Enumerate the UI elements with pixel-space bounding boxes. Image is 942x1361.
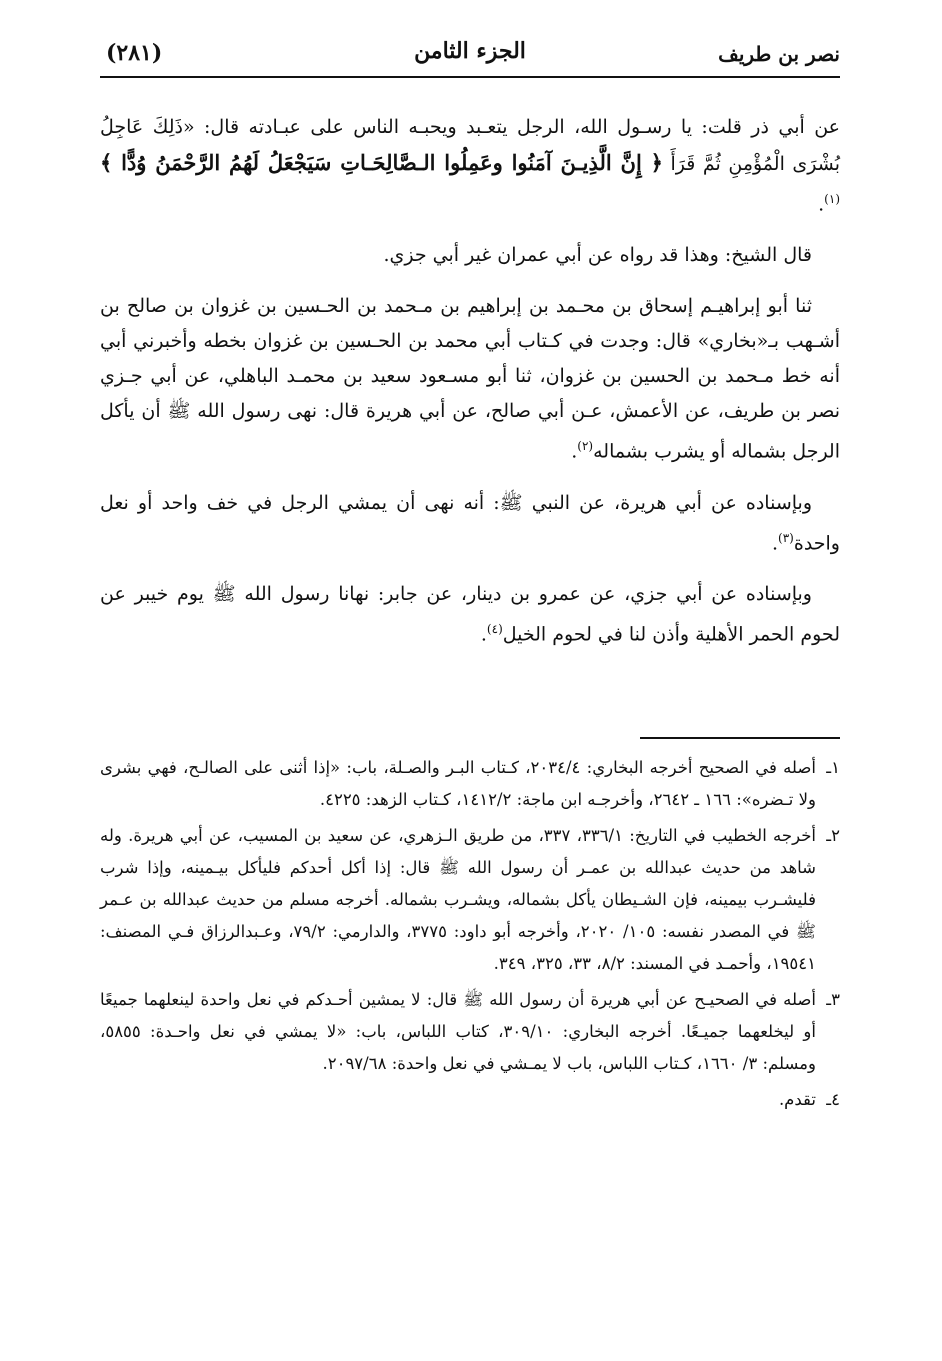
footnote-text: أخرجه الخطيب في التاريخ: ٣٣٦/١، ٣٣٧، من طريق الـزهري، عن سعيد بن المسيب، عن أبي هريرة. وله شاهد من حديث عبدالله بن عمـر أن رسول الله ﷺ قال: إذا أكل أحدكم فليأكل بيـمينه، وإذا شرب فليشـرب بيمينه، فإن الشـيطان يأكل بشماله، ويشـرب بشماله. أخرجه مسلم من حديث عبدالله بن عـمر ﷺ في المصدر نفسه: ١٠٥/ ٢٠٢٠، وأخرجه أبو داود: ٣٧٧٥، والدارمي: ٧٩/٢، وعـبدالرزاق فـي المصنف: ١٩٥٤١، وأحمـد في المسند: ٨/٢، ٣٣، ٣٢٥، ٣٤٩. xyxy=(100,826,816,973)
paragraph-3-text: ثنا أبو إبراهيـم إسحاق بن محـمد بن إبراهيم بن مـحمد بن الحـسين بن غزوان بن صالح بن أشـهب بـ«بخاري» قال: وجدت في كـتاب أبي محمد بن الحـسين بن غزوان بخطه وأخبرني أبي أنه خط مـحمد بن الحسين بن غزوان، ثنا أبو مسـعود سعيد بن محمـد الباهلي، عن أبي جـزي نصر بن طريف، عن الأعمش، عـن أبي صالح، عن أبي هريرة قال: نهى رسول الله ﷺ أن يأكل الرجل بشماله أو يشرب بشماله xyxy=(100,295,840,463)
footnote-text: تقدم. xyxy=(778,1090,816,1109)
running-head-volume: الجزء الثامن xyxy=(414,38,526,64)
footnote-text: أصله في الصحيح أخرجه البخاري: ٢٠٣٤/٤، كـتاب البـر والصـلة، باب: «إذا أثنى على الصالـح، فهي بشرى ولا تـضره»: ١٦٦ ـ ٢٦٤٢، وأخرجـه ابن ماجة: ١٤١٢/٢، كـتاب الزهد: ٤٢٢٥. xyxy=(100,758,816,809)
paragraph-2: قال الشيخ: وهذا قد رواه عن أبي عمران غير أبي جزي. xyxy=(383,244,812,267)
footnote-ref-1: (١) xyxy=(824,192,840,206)
header-rule xyxy=(100,76,840,78)
footnote-ref-3: (٣) xyxy=(778,530,794,545)
footnote-ref-2: (٢) xyxy=(577,439,594,454)
page-number: (٢٨١) xyxy=(106,40,163,66)
paragraph-4 xyxy=(100,486,840,561)
paragraph-4-text: وبإسناده عن أبي هريرة، عن النبي ﷺ: أنه نهى أن يمشي الرجل في خف واحد أو نعل واحدة xyxy=(100,491,840,554)
footnote-ref-4: (٤) xyxy=(486,621,503,636)
paragraph-5-end: . xyxy=(480,623,487,646)
paragraph-1-end: . xyxy=(818,193,825,216)
footnote-separator xyxy=(640,737,840,739)
main-text xyxy=(100,110,840,668)
paragraph-5 xyxy=(100,577,840,652)
footnote-text: أصله في الصحيـح عن أبي هريرة أن رسول الله ﷺ قال: لا يمشين أحـدكم في نعل واحدة لينعلهما جميعًا أو ليخلعهما جميـعًا. أخرجه البخاري: ٣٠٩/١٠، كتاب اللباس، باب: «لا يمشي في نعل واحـدة: ٥٨٥٥، ومسلم: ٣/ ١٦٦٠، كـتاب اللباس، باب لا يمـشي في نعل واحدة: ٢٠٩٧/٦٨. xyxy=(100,990,816,1073)
footnote-3 xyxy=(100,984,840,1080)
footnotes xyxy=(100,752,840,1120)
paragraph-3 xyxy=(100,289,840,469)
paragraph-5-text: وبإسناده عن أبي جزي، عن عمرو بن دينار، عن جابر: نهانا رسول الله ﷺ يوم خيبر عن لحوم الحمر الأهلية وأذن لنا في لحوم الخيل xyxy=(100,582,840,646)
quran-verse: ﴿ إِنَّ الَّذِيـنَ آمَنُوا وعَمِلُوا الـصَّالِحَـاتِ سَيَجْعَلُ لَهُمُ الرَّحْمَنُ وُدًّا ﴾ xyxy=(100,150,663,175)
footnote-number: ٣ـ xyxy=(826,990,840,1009)
running-head-author: نصر بن طريف xyxy=(718,42,840,66)
footnote-number: ٤ـ xyxy=(826,1090,840,1109)
page-header xyxy=(100,34,840,78)
footnote-1 xyxy=(100,752,840,816)
footnote-number: ٢ـ xyxy=(826,826,840,845)
footnote-number: ١ـ xyxy=(826,758,840,777)
paragraph-3-end: . xyxy=(571,440,578,463)
paragraph-4-end: . xyxy=(771,531,779,554)
footnote-4 xyxy=(100,1084,840,1116)
paragraph-1 xyxy=(100,110,840,222)
footnote-2 xyxy=(100,820,840,980)
paragraph-1-text: عن أبي ذر قلت: يا رسـول الله، الرجل يتعـبد ويحبـه الناس على عبـادته قال: «ذَلِكَ عَاجِلُ بُشْرَى الْمُؤْمِنِ ثُمَّ قَرَأَ xyxy=(100,116,840,175)
